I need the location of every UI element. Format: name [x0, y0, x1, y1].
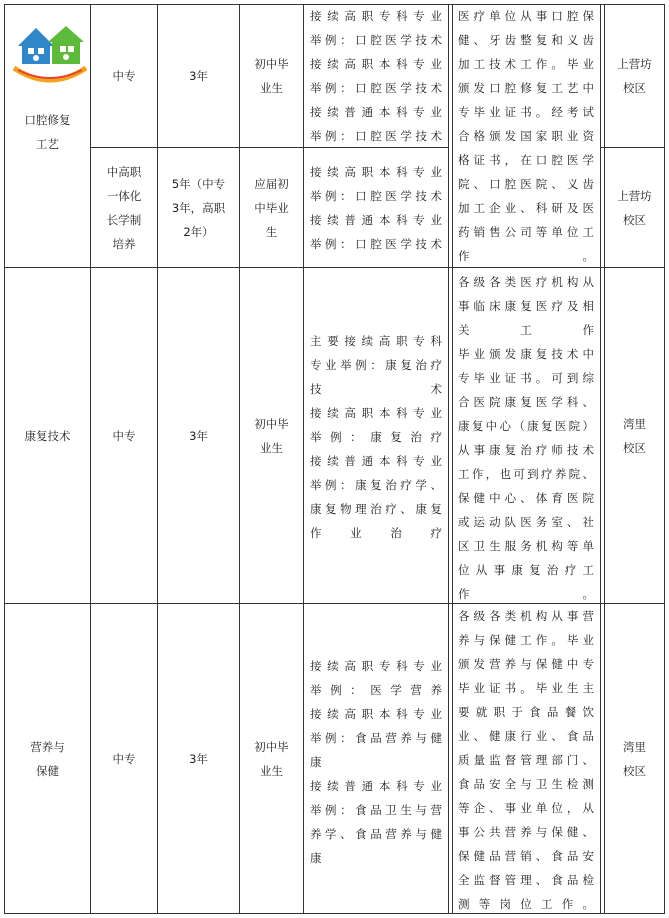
major-name: 营养与 保健 — [30, 739, 65, 778]
further-study: 接续高职专科专业 举例：医学营养 接续高职本科专业 举例：食品营养与健 康 接续普通本科专业 举例：食品卫生与营 养学、食品营养与健 康 — [310, 659, 442, 865]
career-description: 各级各类机构从事营 养与保健工作。毕业 颁发营养与保健中专 毕业证书。毕业生主 要就职于食品餐饮 业、健康行业、食品 质量监督管理部门、 食品安全与卫生检测 等企、事业单位，从 事公共营养与保健、 保健品营销、食品安 全监督管理、食品检 测等岗位工作。 — [458, 609, 594, 911]
table-border — [664, 4, 665, 914]
enrollment-target: 初中毕 业生 — [254, 57, 289, 95]
major-name: 口腔修复 工艺 — [24, 113, 71, 151]
table-border — [448, 4, 449, 914]
campus: 上营坊 校区 — [617, 57, 652, 95]
education-level: 中专 — [112, 428, 136, 443]
study-years: 3年 — [189, 751, 208, 766]
table-border — [600, 4, 601, 914]
study-years: 5年（中专 3年，高职 2年） — [171, 176, 226, 239]
education-level: 中高职 一体化 长学制 培养 — [106, 164, 142, 251]
education-level: 中专 — [112, 69, 136, 83]
study-years: 3年 — [189, 69, 208, 83]
enrollment-target: 初中毕 业生 — [254, 416, 289, 455]
career-description: 医疗单位从事口腔保 健、牙齿整复和义齿 加工技术工作。毕业 颁发口腔修复工艺中 专毕业证书。经考试 合格颁发国家职业资 格证书，在口腔医学 院、口腔医院、义齿 加工企业、科研及医 药销售公司等单位工 作。 — [458, 9, 594, 263]
further-study: 主要接续高职专科 专业举例：康复治疗 技术 接续高职本科专业 举例：康复治疗 接续普通本科专业 举例：康复治疗学、 康复物理治疗、康复 作业治疗 — [310, 334, 442, 540]
enrollment-target: 应届初 中毕业 生 — [254, 176, 289, 239]
career-description: 各级各类医疗机构从 事临床康复医疗及相 关工作 毕业颁发康复技术中 专毕业证书。可到综 合医院康复医学科、 康复中心（康复医院） 从事康复治疗师技术 工作，也可到疗养院、 保健中心、体育医院 或运动队医务室、社 区卫生服务机构等单 位从事康复治疗工 作。 — [458, 275, 594, 601]
study-years: 3年 — [189, 428, 208, 443]
further-study: 接续高职本科专业 举例：口腔医学技术 接续普通本科专业 举例：口腔医学技术 — [310, 165, 442, 251]
table-border — [452, 4, 453, 914]
major-name: 康复技术 — [24, 428, 71, 443]
school-logo — [8, 20, 92, 84]
campus: 湾里 校区 — [623, 416, 646, 455]
campus: 湾里 校区 — [623, 739, 646, 778]
campus: 上营坊 校区 — [617, 188, 652, 227]
further-study: 接续高职专科专业 举例：口腔医学技术 接续高职本科专业 举例：口腔医学技术 接续普通本科专业 举例：口腔医学技术 — [310, 9, 442, 143]
enrollment-target: 初中毕 业生 — [254, 739, 289, 778]
table-border — [303, 4, 304, 914]
education-level: 中专 — [112, 751, 136, 766]
